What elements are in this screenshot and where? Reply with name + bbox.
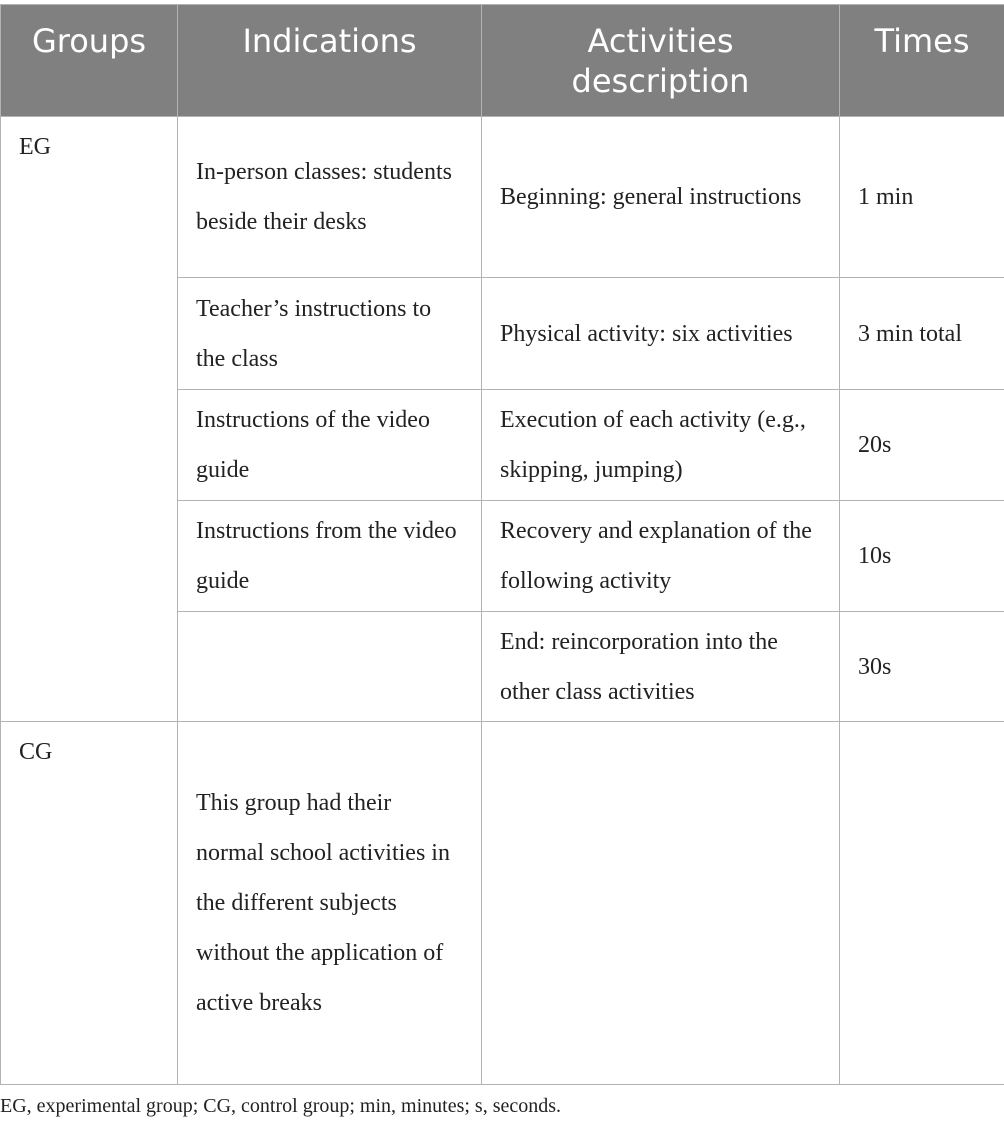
table-row	[1, 117, 1004, 278]
time-cell	[840, 722, 1004, 1085]
header-row	[1, 5, 1004, 117]
activity-cell: Physical activity: six activities	[482, 278, 840, 390]
header-activities: Activities description	[482, 5, 840, 117]
group-cell-cg: CG	[1, 722, 178, 1085]
indication-cell: Instructions of the video guide	[178, 390, 482, 501]
indication-cell	[178, 612, 482, 722]
time-cell: 10s	[840, 501, 1004, 612]
time-cell: 3 min total	[840, 278, 1004, 390]
group-cell-eg: EG	[1, 117, 178, 722]
time-cell: 30s	[840, 612, 1004, 722]
activity-cell: End: reincorporation into the other class activities	[482, 612, 840, 722]
activity-cell	[482, 722, 840, 1085]
header-groups: Groups	[1, 5, 178, 117]
time-cell: 1 min	[840, 117, 1004, 278]
time-cell: 20s	[840, 390, 1004, 501]
activity-cell: Beginning: general instructions	[482, 117, 840, 278]
activity-cell: Recovery and explanation of the following activity	[482, 501, 840, 612]
table-footnote: EG, experimental group; CG, control group; min, minutes; s, seconds.	[0, 1095, 562, 1117]
header-times: Times	[840, 5, 1004, 117]
header-indications: Indications	[178, 5, 482, 117]
indication-cell: This group had their normal school activities in the different subjects without the application of active breaks	[178, 722, 482, 1085]
activities-table	[0, 4, 1004, 1085]
activity-cell: Execution of each activity (e.g., skipping, jumping)	[482, 390, 840, 501]
indication-cell: In-person classes: students beside their desks	[178, 117, 482, 278]
indication-cell: Teacher’s instructions to the class	[178, 278, 482, 390]
table-row	[1, 722, 1004, 1085]
indication-cell: Instructions from the video guide	[178, 501, 482, 612]
